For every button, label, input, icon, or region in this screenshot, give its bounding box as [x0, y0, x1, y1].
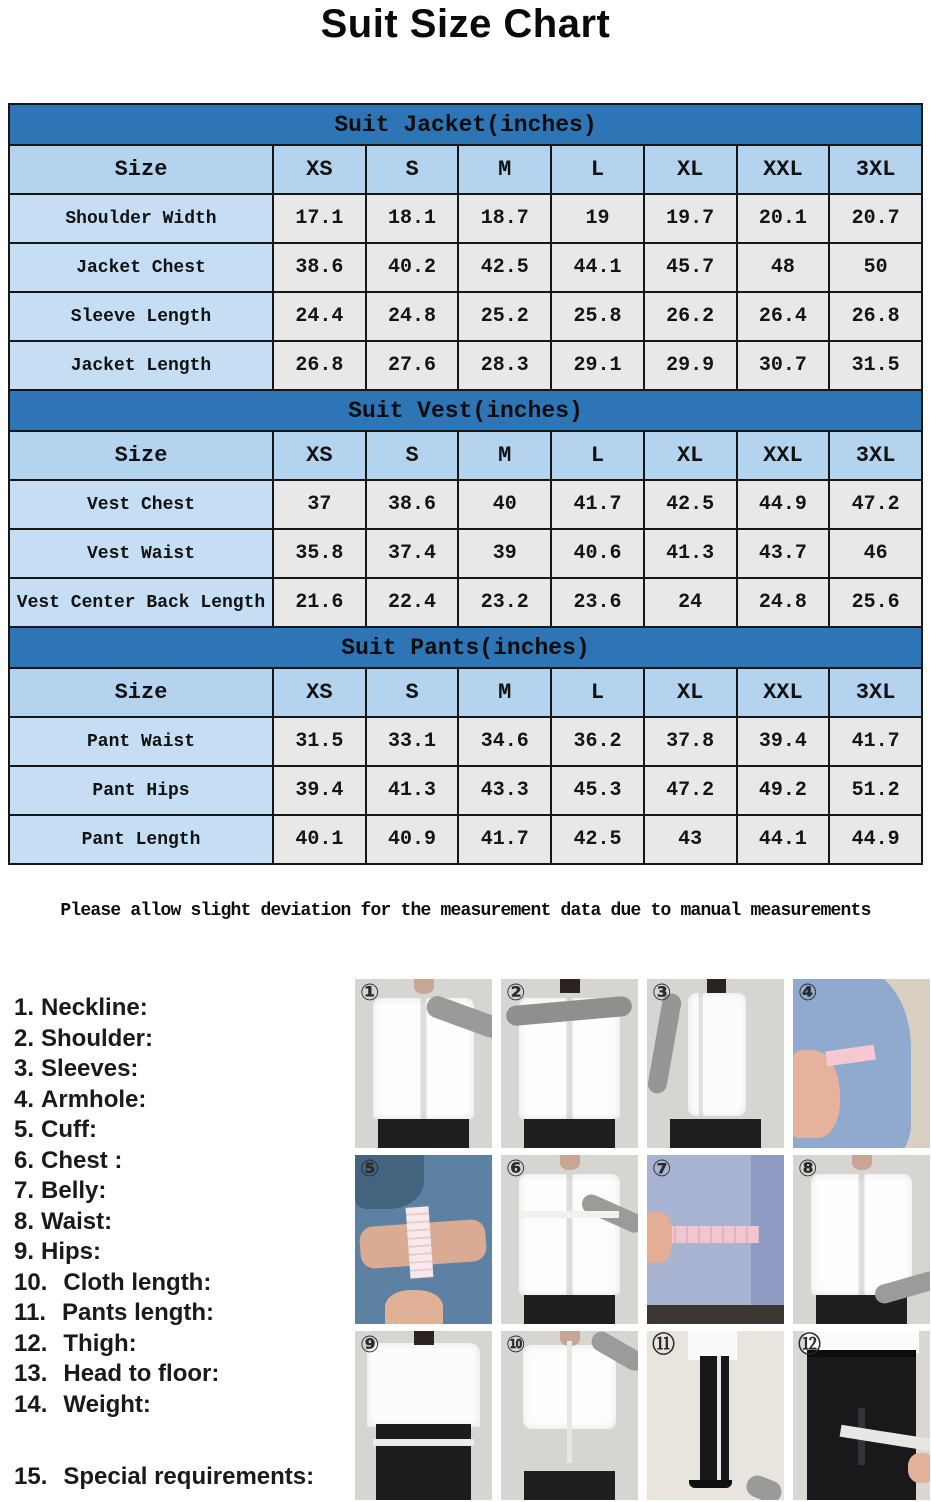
- value-cell: 26.8: [829, 292, 922, 341]
- measure-item-number: 11.: [14, 1299, 47, 1326]
- value-cell: 47.2: [644, 766, 737, 815]
- photo-number-badge: ②: [506, 979, 526, 1005]
- value-cell: 17.1: [273, 194, 366, 243]
- measure-list-item: [14, 1268, 355, 1299]
- value-cell: 29.1: [551, 341, 644, 390]
- photo-number-badge: ⑧: [798, 1155, 818, 1181]
- value-cell: 30.7: [737, 341, 830, 390]
- value-cell: 39.4: [273, 766, 366, 815]
- photo-shape: [414, 979, 435, 994]
- value-cell: 28.3: [458, 341, 551, 390]
- size-col-header: XXL: [737, 145, 830, 194]
- measure-list-item: [14, 1207, 355, 1238]
- value-cell: 37.4: [366, 529, 459, 578]
- value-cell: 29.9: [644, 341, 737, 390]
- photo-waist-front: [793, 1155, 930, 1324]
- table-section-header: Suit Vest(inches): [9, 390, 922, 431]
- measurement-note: Please allow slight deviation for the measurement data due to manual measurements: [60, 901, 871, 921]
- value-cell: 44.9: [737, 480, 830, 529]
- value-cell: 43.7: [737, 529, 830, 578]
- value-cell: 22.4: [366, 578, 459, 627]
- table-section-header: Suit Jacket(inches): [9, 104, 922, 145]
- photo-shape: [647, 1212, 672, 1263]
- value-cell: 38.6: [366, 480, 459, 529]
- photo-shape: [743, 1472, 784, 1500]
- bottom-section: [0, 979, 931, 1500]
- photo-shape: [524, 1471, 614, 1500]
- measure-list-item: [14, 1115, 355, 1146]
- value-cell: 20.1: [737, 194, 830, 243]
- value-cell: 45.3: [551, 766, 644, 815]
- value-cell: 40.9: [366, 815, 459, 864]
- measure-item-label: Waist:: [41, 1207, 113, 1235]
- value-cell: 20.7: [829, 194, 922, 243]
- value-cell: 39: [458, 529, 551, 578]
- photo-shape: [670, 1119, 760, 1148]
- measure-list-item: [14, 1298, 355, 1329]
- size-col-header: XS: [273, 668, 366, 717]
- measure-item-number: 5.: [14, 1116, 35, 1143]
- value-cell: 40.6: [551, 529, 644, 578]
- value-cell: 37: [273, 480, 366, 529]
- measure-item-number: 1.: [14, 994, 35, 1021]
- measure-item-label: Cuff:: [41, 1116, 97, 1143]
- value-cell: 48: [737, 243, 830, 292]
- value-cell: 36.2: [551, 717, 644, 766]
- photo-shape: [908, 1453, 930, 1483]
- measurement-photo-grid: [355, 979, 930, 1500]
- value-cell: 25.8: [551, 292, 644, 341]
- measure-list-item: [14, 1176, 355, 1207]
- measure-item-number: 14.: [14, 1390, 48, 1418]
- measure-list-item: [14, 1390, 355, 1421]
- photo-shape: [524, 1119, 614, 1148]
- measure-list-item: [14, 1359, 355, 1390]
- photo-shoulder-back: [501, 979, 638, 1148]
- photo-number-badge: ①: [360, 979, 380, 1005]
- photo-cuff-closeup: [355, 1155, 492, 1324]
- value-cell: 42.5: [644, 480, 737, 529]
- row-label-cell: Pant Hips: [9, 766, 273, 815]
- size-label-cell: Size: [9, 431, 273, 480]
- row-label-cell: Sleeve Length: [9, 292, 273, 341]
- row-label-cell: Jacket Length: [9, 341, 273, 390]
- value-cell: 35.8: [273, 529, 366, 578]
- measure-item-number: 3.: [14, 1055, 35, 1082]
- value-cell: 26.8: [273, 341, 366, 390]
- size-col-header: M: [458, 668, 551, 717]
- measure-item-label: Thigh:: [63, 1329, 137, 1357]
- size-col-header: XXL: [737, 668, 830, 717]
- photo-number-badge: ⑫: [798, 1331, 821, 1357]
- photo-chest-front: [501, 1155, 638, 1324]
- photo-number-badge: ⑦: [652, 1155, 672, 1181]
- value-cell: 39.4: [737, 717, 830, 766]
- photo-shape: [560, 1155, 581, 1170]
- photo-number-badge: ⑥: [506, 1155, 526, 1181]
- value-cell: 40: [458, 480, 551, 529]
- table-row: [9, 578, 922, 627]
- table-row: [9, 292, 922, 341]
- value-cell: 26.4: [737, 292, 830, 341]
- photo-belly-closeup: [647, 1155, 784, 1324]
- value-cell: 47.2: [829, 480, 922, 529]
- size-label-cell: Size: [9, 668, 273, 717]
- value-cell: 23.6: [551, 578, 644, 627]
- photo-shape: [560, 979, 581, 993]
- size-col-header: XL: [644, 668, 737, 717]
- value-cell: 41.7: [458, 815, 551, 864]
- size-col-header: 3XL: [829, 145, 922, 194]
- table-row: [9, 341, 922, 390]
- row-label-cell: Vest Chest: [9, 480, 273, 529]
- measure-item-number: 13.: [14, 1360, 48, 1387]
- value-cell: 49.2: [737, 766, 830, 815]
- photo-armhole-closeup: [793, 979, 930, 1148]
- measure-item-label: Armhole:: [41, 1085, 147, 1113]
- table-section-row: [9, 627, 922, 668]
- measure-item-label: Sleeves:: [41, 1055, 139, 1082]
- value-cell: 42.5: [551, 815, 644, 864]
- size-col-header: S: [366, 431, 459, 480]
- value-cell: 38.6: [273, 243, 366, 292]
- measure-item-label: Pants length:: [62, 1299, 215, 1326]
- value-cell: 23.2: [458, 578, 551, 627]
- photo-shape: [406, 1207, 434, 1279]
- measure-item-label: Chest :: [41, 1146, 123, 1174]
- size-col-header: XS: [273, 431, 366, 480]
- measure-item-label: Belly:: [41, 1177, 107, 1204]
- size-col-header: XL: [644, 145, 737, 194]
- measure-item-number: 15.: [14, 1463, 48, 1490]
- size-chart-table: [8, 103, 923, 865]
- photo-shape: [520, 1211, 619, 1218]
- photo-shape: [700, 1356, 729, 1484]
- row-label-cell: Shoulder Width: [9, 194, 273, 243]
- measure-item-label: Shoulder:: [41, 1024, 154, 1052]
- measure-list-item: [14, 1146, 355, 1177]
- measure-item-label: Special requirements:: [63, 1463, 315, 1490]
- value-cell: 18.1: [366, 194, 459, 243]
- value-cell: 19: [551, 194, 644, 243]
- value-cell: 42.5: [458, 243, 551, 292]
- value-cell: 24.8: [366, 292, 459, 341]
- photo-shape: [519, 1174, 620, 1296]
- table-section-header: Suit Pants(inches): [9, 627, 922, 668]
- measure-list-item: [14, 1085, 355, 1116]
- value-cell: 31.5: [273, 717, 366, 766]
- value-cell: 46: [829, 529, 922, 578]
- value-cell: 43.3: [458, 766, 551, 815]
- measure-item-label: Cloth length:: [63, 1268, 212, 1296]
- size-col-header: L: [551, 145, 644, 194]
- measure-item-number: 6.: [14, 1146, 35, 1174]
- photo-shape: [385, 1290, 443, 1324]
- measure-item-number: 4.: [14, 1085, 35, 1113]
- table-section-row: [9, 104, 922, 145]
- size-col-header: XL: [644, 431, 737, 480]
- photo-shape: [647, 1305, 784, 1324]
- row-label-cell: Vest Waist: [9, 529, 273, 578]
- photo-number-badge: ⑨: [360, 1331, 380, 1357]
- table-row: [9, 194, 922, 243]
- size-col-header: XXL: [737, 431, 830, 480]
- size-col-header: 3XL: [829, 668, 922, 717]
- size-header-row: [9, 668, 922, 717]
- photo-neckline-front: [355, 979, 492, 1148]
- photo-shape: [811, 1174, 912, 1296]
- value-cell: 18.7: [458, 194, 551, 243]
- value-cell: 44.9: [829, 815, 922, 864]
- table-row: [9, 815, 922, 864]
- photo-number-badge: ⑪: [652, 1331, 675, 1357]
- photo-length-front: [501, 1331, 638, 1500]
- size-label-cell: Size: [9, 145, 273, 194]
- photo-number-badge: ⑩: [506, 1331, 526, 1357]
- photo-shape: [689, 1480, 731, 1488]
- photo-number-badge: ④: [798, 979, 818, 1005]
- value-cell: 25.2: [458, 292, 551, 341]
- size-col-header: 3XL: [829, 431, 922, 480]
- photo-thigh-closeup: [793, 1331, 930, 1500]
- value-cell: 21.6: [273, 578, 366, 627]
- value-cell: 31.5: [829, 341, 922, 390]
- size-header-row: [9, 431, 922, 480]
- value-cell: 24: [644, 578, 737, 627]
- measure-list-item: [14, 1329, 355, 1360]
- value-cell: 41.3: [644, 529, 737, 578]
- value-cell: 19.7: [644, 194, 737, 243]
- measure-item-number: 7.: [14, 1177, 35, 1204]
- value-cell: 44.1: [737, 815, 830, 864]
- size-header-row: [9, 145, 922, 194]
- size-col-header: XS: [273, 145, 366, 194]
- measure-list-item: [14, 1237, 355, 1268]
- measure-item-label: Neckline:: [41, 994, 148, 1021]
- photo-number-badge: ⑤: [360, 1155, 380, 1181]
- measure-list-item: [14, 993, 355, 1024]
- value-cell: 44.1: [551, 243, 644, 292]
- value-cell: 41.7: [551, 480, 644, 529]
- size-col-header: L: [551, 668, 644, 717]
- size-tables: [8, 103, 923, 865]
- value-cell: 25.6: [829, 578, 922, 627]
- photo-shape: [524, 1295, 614, 1324]
- measure-item-label: Weight:: [63, 1390, 151, 1418]
- size-col-header: M: [458, 431, 551, 480]
- photo-shape: [414, 1331, 435, 1345]
- table-row: [9, 766, 922, 815]
- measure-item-label: Head to floor:: [63, 1360, 220, 1387]
- value-cell: 27.6: [366, 341, 459, 390]
- measure-item-label: Hips:: [41, 1238, 102, 1265]
- measure-list-item: [14, 1462, 355, 1493]
- photo-shape: [378, 1119, 468, 1148]
- measure-item-number: 9.: [14, 1238, 35, 1265]
- page-title: Suit Size Chart: [320, 2, 611, 46]
- row-label-cell: Vest Center Back Length: [9, 578, 273, 627]
- photo-shape: [807, 1350, 917, 1500]
- table-row: [9, 480, 922, 529]
- photo-shape: [567, 1341, 572, 1463]
- value-cell: 50: [829, 243, 922, 292]
- value-cell: 24.8: [737, 578, 830, 627]
- value-cell: 51.2: [829, 766, 922, 815]
- measure-list-item: [14, 1054, 355, 1085]
- size-col-header: M: [458, 145, 551, 194]
- value-cell: 24.4: [273, 292, 366, 341]
- value-cell: 41.7: [829, 717, 922, 766]
- value-cell: 33.1: [366, 717, 459, 766]
- value-cell: 40.2: [366, 243, 459, 292]
- table-row: [9, 717, 922, 766]
- value-cell: 37.8: [644, 717, 737, 766]
- photo-shape: [367, 1343, 479, 1428]
- value-cell: 34.6: [458, 717, 551, 766]
- measure-item-number: 8.: [14, 1207, 35, 1235]
- photo-shape: [376, 1424, 472, 1500]
- row-label-cell: Pant Length: [9, 815, 273, 864]
- measure-list: [14, 993, 355, 1500]
- measure-item-number: 2.: [14, 1024, 35, 1052]
- value-cell: 40.1: [273, 815, 366, 864]
- size-col-header: S: [366, 145, 459, 194]
- table-row: [9, 529, 922, 578]
- value-cell: 45.7: [644, 243, 737, 292]
- size-col-header: L: [551, 431, 644, 480]
- size-col-header: S: [366, 668, 459, 717]
- value-cell: 41.3: [366, 766, 459, 815]
- value-cell: 43: [644, 815, 737, 864]
- value-cell: 26.2: [644, 292, 737, 341]
- photo-shape: [373, 1439, 474, 1446]
- measure-item-number: 12.: [14, 1329, 48, 1357]
- photo-shape: [852, 1155, 873, 1170]
- table-section-row: [9, 390, 922, 431]
- photo-number-badge: ③: [652, 979, 672, 1005]
- photo-shape: [707, 979, 726, 993]
- measure-list-item: [14, 1024, 355, 1055]
- table-row: [9, 243, 922, 292]
- measure-item-number: 10.: [14, 1268, 48, 1296]
- row-label-cell: Pant Waist: [9, 717, 273, 766]
- row-label-cell: Jacket Chest: [9, 243, 273, 292]
- photo-shape: [647, 992, 683, 1095]
- photo-sleeve-side: [647, 979, 784, 1148]
- photo-hips-back: [355, 1331, 492, 1500]
- photo-shape: [688, 993, 746, 1116]
- photo-pants-side: [647, 1331, 784, 1500]
